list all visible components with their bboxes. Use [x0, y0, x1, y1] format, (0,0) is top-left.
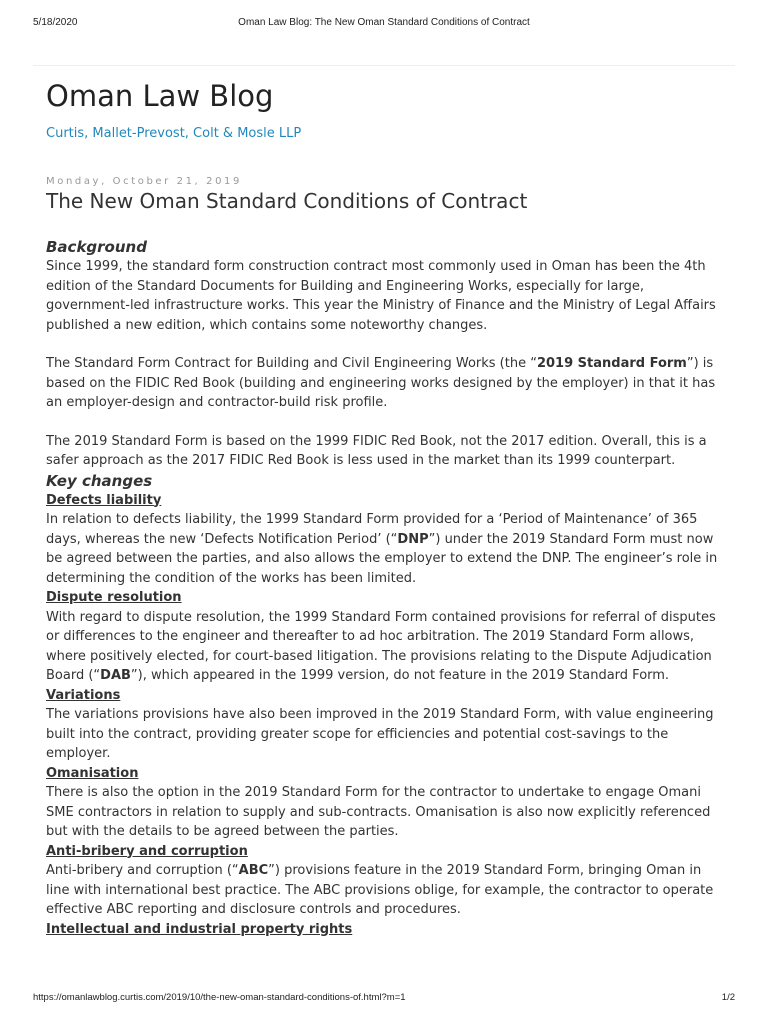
background-paragraph-3: The 2019 Standard Form is based on the 1999 FIDIC Red Book, not the 2017 edition. Overall, this is a safer approach as the 2017 FIDIC Red Book is less used in the market than its 1999 counterpart.	[46, 433, 707, 468]
dispute-resolution-heading: Dispute resolution	[46, 590, 182, 605]
print-date: 5/18/2020	[33, 17, 78, 28]
key-changes-heading: Key changes	[46, 471, 153, 490]
post-title: The New Oman Standard Conditions of Contract	[46, 189, 528, 213]
print-header	[33, 17, 735, 31]
print-page-title: Oman Law Blog: The New Oman Standard Conditions of Contract	[238, 17, 530, 28]
dispute-resolution-text: With regard to dispute resolution, the 1999 Standard Form contained provisions for referral of disputes or differences to the engineer and thereafter to ad hoc arbitration. The 2019 Standard Form allows, where positively elected, for court-based litigation. The provisions relating to the Dispute Adjudication Board (“DAB”), which appeared in the 1999 version, do not feature in the 2019 Standard Form.	[46, 609, 716, 683]
omanisation-heading: Omanisation	[46, 765, 139, 781]
post-body	[46, 237, 724, 939]
anti-bribery-text: Anti-bribery and corruption (“ABC”) provisions feature in the 2019 Standard Form, bringing Oman in line with international best practice. The ABC provisions oblige, for example, the contractor to operate effective ABC reporting and disclosure controls and procedures.	[46, 863, 714, 917]
blog-title[interactable]: Oman Law Blog	[46, 79, 274, 113]
background-paragraph-1: Since 1999, the standard form construction contract most commonly used in Oman has been the 4th edition of the Standard Documents for Building and Engineering Works, especially for large, government-led infrastructure works. This year the Ministry of Finance and the Ministry of Legal Affairs published a new edition, which contains some noteworthy changes.	[46, 259, 716, 333]
print-url: https://omanlawblog.curtis.com/2019/10/the-new-oman-standard-conditions-of.html?m=1	[33, 992, 406, 1003]
defects-liability-text: In relation to defects liability, the 1999 Standard Form provided for a ‘Period of Maintenance’ of 365 days, whereas the new ‘Defects Notification Period’ (“DNP”) under the 2019 Standard Form must now be agreed between the parties, and also allows the employer to extend the DNP. The engineer’s role in determining the condition of the works has been limited.	[46, 512, 718, 586]
background-heading: Background	[46, 238, 147, 256]
print-page-number: 1/2	[721, 992, 735, 1003]
post-date: Monday, October 21, 2019	[46, 176, 242, 187]
header-divider	[33, 65, 735, 66]
anti-bribery-heading: Anti-bribery and corruption	[46, 843, 248, 859]
ip-rights-heading: Intellectual and industrial property rights	[46, 921, 353, 937]
omanisation-text: There is also the option in the 2019 Standard Form for the contractor to undertake to engage Omani SME contractors in relation to supply and sub-contracts. Omanisation is also now explicitly referenced but with the details to be agreed between the parties.	[46, 785, 711, 839]
defects-liability-heading: Defects liability	[46, 492, 162, 508]
print-footer	[33, 992, 735, 1006]
variations-text: The variations provisions have also been improved in the 2019 Standard Form, with value engineering built into the contract, providing greater scope for efficiencies and potential cost-savings to the employer.	[46, 707, 714, 761]
blog-subtitle-link[interactable]: Curtis, Mallet-Prevost, Colt & Mosle LLP	[46, 126, 302, 141]
variations-heading: Variations	[46, 687, 121, 703]
background-paragraph-2: The Standard Form Contract for Building and Civil Engineering Works (the “2019 Standard Form”) is based on the FIDIC Red Book (building and engineering works designed by the employer) in that it has an employer-design and contractor-build risk profile.	[46, 356, 716, 410]
